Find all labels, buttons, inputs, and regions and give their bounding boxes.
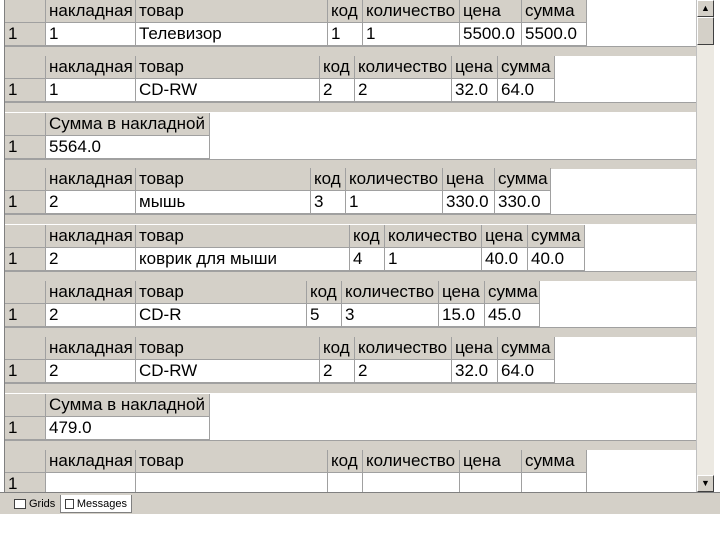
- table-cell[interactable]: 64.0: [498, 79, 555, 102]
- row-number[interactable]: 1: [5, 360, 46, 383]
- table-cell[interactable]: [363, 473, 460, 492]
- table-cell[interactable]: [522, 473, 587, 492]
- corner-header[interactable]: [5, 0, 46, 23]
- table-cell[interactable]: 2: [355, 360, 452, 383]
- column-header[interactable]: количество: [385, 225, 482, 248]
- column-header[interactable]: накладная: [46, 0, 136, 23]
- corner-header[interactable]: [5, 113, 46, 136]
- row-number[interactable]: 1: [5, 248, 46, 271]
- column-header[interactable]: количество: [346, 168, 443, 191]
- row-number[interactable]: 1: [5, 417, 46, 440]
- corner-header[interactable]: [5, 56, 46, 79]
- column-header[interactable]: код: [328, 450, 363, 473]
- column-header[interactable]: цена: [443, 168, 495, 191]
- resultset-separator: [5, 214, 697, 224]
- column-header[interactable]: накладная: [46, 168, 136, 191]
- resultset: [5, 450, 697, 492]
- table-cell[interactable]: 1: [363, 23, 460, 46]
- column-header[interactable]: сумма: [522, 0, 587, 23]
- corner-header[interactable]: [5, 394, 46, 417]
- table-cell[interactable]: 330.0: [443, 191, 495, 214]
- messages-icon: [65, 499, 74, 509]
- column-header[interactable]: цена: [482, 225, 528, 248]
- column-header[interactable]: цена: [439, 281, 485, 304]
- column-header[interactable]: количество: [342, 281, 439, 304]
- table-cell[interactable]: 5: [307, 304, 342, 327]
- column-header[interactable]: товар: [136, 281, 307, 304]
- resultset: [5, 225, 697, 281]
- resultset-separator: [5, 327, 697, 337]
- table-cell[interactable]: мышь: [136, 191, 311, 214]
- row-number[interactable]: 1: [5, 191, 46, 214]
- scroll-up-icon[interactable]: ▲: [697, 0, 714, 17]
- column-header[interactable]: товар: [136, 225, 350, 248]
- table-cell[interactable]: коврик для мыши: [136, 248, 350, 271]
- row-number[interactable]: 1: [5, 23, 46, 46]
- tab-messages-label: Messages: [76, 497, 127, 510]
- table-cell[interactable]: 1: [46, 23, 136, 46]
- column-header[interactable]: сумма: [498, 56, 555, 79]
- table-cell[interactable]: 2: [46, 248, 136, 271]
- table-cell[interactable]: CD-RW: [136, 79, 320, 102]
- resultset-separator: [5, 46, 697, 56]
- resultset: [5, 168, 697, 224]
- grid-icon: [14, 499, 26, 509]
- column-header[interactable]: сумма: [528, 225, 585, 248]
- table-cell[interactable]: 2: [46, 304, 136, 327]
- table-cell[interactable]: 479.0: [46, 417, 210, 440]
- resultset: [5, 113, 697, 169]
- column-header[interactable]: код: [320, 56, 355, 79]
- resultset-separator: [5, 271, 697, 281]
- corner-header[interactable]: [5, 450, 46, 473]
- column-header[interactable]: количество: [363, 0, 460, 23]
- column-header[interactable]: количество: [363, 450, 460, 473]
- table-cell[interactable]: 1: [346, 191, 443, 214]
- tab-messages[interactable]: [60, 495, 132, 513]
- corner-header[interactable]: [5, 168, 46, 191]
- column-header[interactable]: накладная: [46, 225, 136, 248]
- column-header[interactable]: Сумма в накладной: [46, 394, 210, 417]
- table-cell[interactable]: 3: [311, 191, 346, 214]
- table-cell[interactable]: 5500.0: [522, 23, 587, 46]
- table-cell[interactable]: 2: [46, 191, 136, 214]
- column-header[interactable]: количество: [355, 337, 452, 360]
- column-header[interactable]: код: [307, 281, 342, 304]
- column-header[interactable]: код: [328, 0, 363, 23]
- status-area: [0, 514, 720, 540]
- column-header[interactable]: сумма: [522, 450, 587, 473]
- column-header[interactable]: товар: [136, 168, 311, 191]
- column-header[interactable]: сумма: [485, 281, 540, 304]
- table-cell[interactable]: 4: [350, 248, 385, 271]
- column-header[interactable]: цена: [460, 0, 522, 23]
- resultset: [5, 394, 697, 450]
- scroll-thumb[interactable]: [697, 17, 714, 45]
- table-cell[interactable]: Телевизор: [136, 23, 328, 46]
- results-tab-bar: [0, 492, 720, 514]
- table-cell[interactable]: 64.0: [498, 360, 555, 383]
- results-grid-area[interactable]: [4, 0, 697, 492]
- row-number[interactable]: 1: [5, 473, 46, 492]
- corner-header[interactable]: [5, 281, 46, 304]
- table-cell[interactable]: 1: [328, 23, 363, 46]
- table-cell[interactable]: 5500.0: [460, 23, 522, 46]
- table-cell[interactable]: 5564.0: [46, 136, 210, 159]
- column-header[interactable]: сумма: [498, 337, 555, 360]
- table-cell[interactable]: 1: [385, 248, 482, 271]
- table-cell[interactable]: 45.0: [485, 304, 540, 327]
- table-cell[interactable]: 2: [355, 79, 452, 102]
- column-header[interactable]: накладная: [46, 337, 136, 360]
- resultset: [5, 0, 697, 56]
- corner-header[interactable]: [5, 225, 46, 248]
- resultset-separator: [5, 383, 697, 393]
- column-header[interactable]: товар: [136, 337, 320, 360]
- column-header[interactable]: цена: [452, 337, 498, 360]
- column-header[interactable]: количество: [355, 56, 452, 79]
- column-header[interactable]: сумма: [495, 168, 551, 191]
- row-number[interactable]: 1: [5, 136, 46, 159]
- column-header[interactable]: цена: [452, 56, 498, 79]
- table-cell[interactable]: [136, 473, 328, 492]
- table-cell[interactable]: 330.0: [495, 191, 551, 214]
- resultset: [5, 281, 697, 337]
- column-header[interactable]: код: [350, 225, 385, 248]
- column-header[interactable]: код: [311, 168, 346, 191]
- column-header[interactable]: накладная: [46, 56, 136, 79]
- row-number[interactable]: 1: [5, 79, 46, 102]
- table-cell[interactable]: 32.0: [452, 360, 498, 383]
- resultset-separator: [5, 102, 697, 112]
- column-header[interactable]: товар: [136, 56, 320, 79]
- column-header[interactable]: Сумма в накладной: [46, 113, 210, 136]
- tab-grids[interactable]: [10, 495, 60, 513]
- resultset-separator: [5, 440, 697, 450]
- row-number[interactable]: 1: [5, 304, 46, 327]
- table-cell[interactable]: [460, 473, 522, 492]
- column-header[interactable]: накладная: [46, 281, 136, 304]
- scroll-down-icon[interactable]: ▼: [697, 475, 714, 492]
- vertical-scrollbar[interactable]: [696, 0, 714, 492]
- column-header[interactable]: товар: [136, 0, 328, 23]
- table-cell[interactable]: 3: [342, 304, 439, 327]
- table-cell[interactable]: 15.0: [439, 304, 485, 327]
- table-cell[interactable]: [46, 473, 136, 492]
- table-cell[interactable]: 1: [46, 79, 136, 102]
- column-header[interactable]: цена: [460, 450, 522, 473]
- tab-grids-label: Grids: [29, 498, 56, 510]
- table-cell[interactable]: CD-R: [136, 304, 307, 327]
- table-cell[interactable]: 40.0: [482, 248, 528, 271]
- column-header[interactable]: товар: [136, 450, 328, 473]
- table-cell[interactable]: 2: [46, 360, 136, 383]
- table-cell[interactable]: CD-RW: [136, 360, 320, 383]
- corner-header[interactable]: [5, 337, 46, 360]
- table-cell[interactable]: [328, 473, 363, 492]
- table-cell[interactable]: 40.0: [528, 248, 585, 271]
- column-header[interactable]: накладная: [46, 450, 136, 473]
- column-header[interactable]: код: [320, 337, 355, 360]
- table-cell[interactable]: 2: [320, 79, 355, 102]
- resultset: [5, 56, 697, 112]
- resultset: [5, 337, 697, 393]
- table-cell[interactable]: 2: [320, 360, 355, 383]
- table-cell[interactable]: 32.0: [452, 79, 498, 102]
